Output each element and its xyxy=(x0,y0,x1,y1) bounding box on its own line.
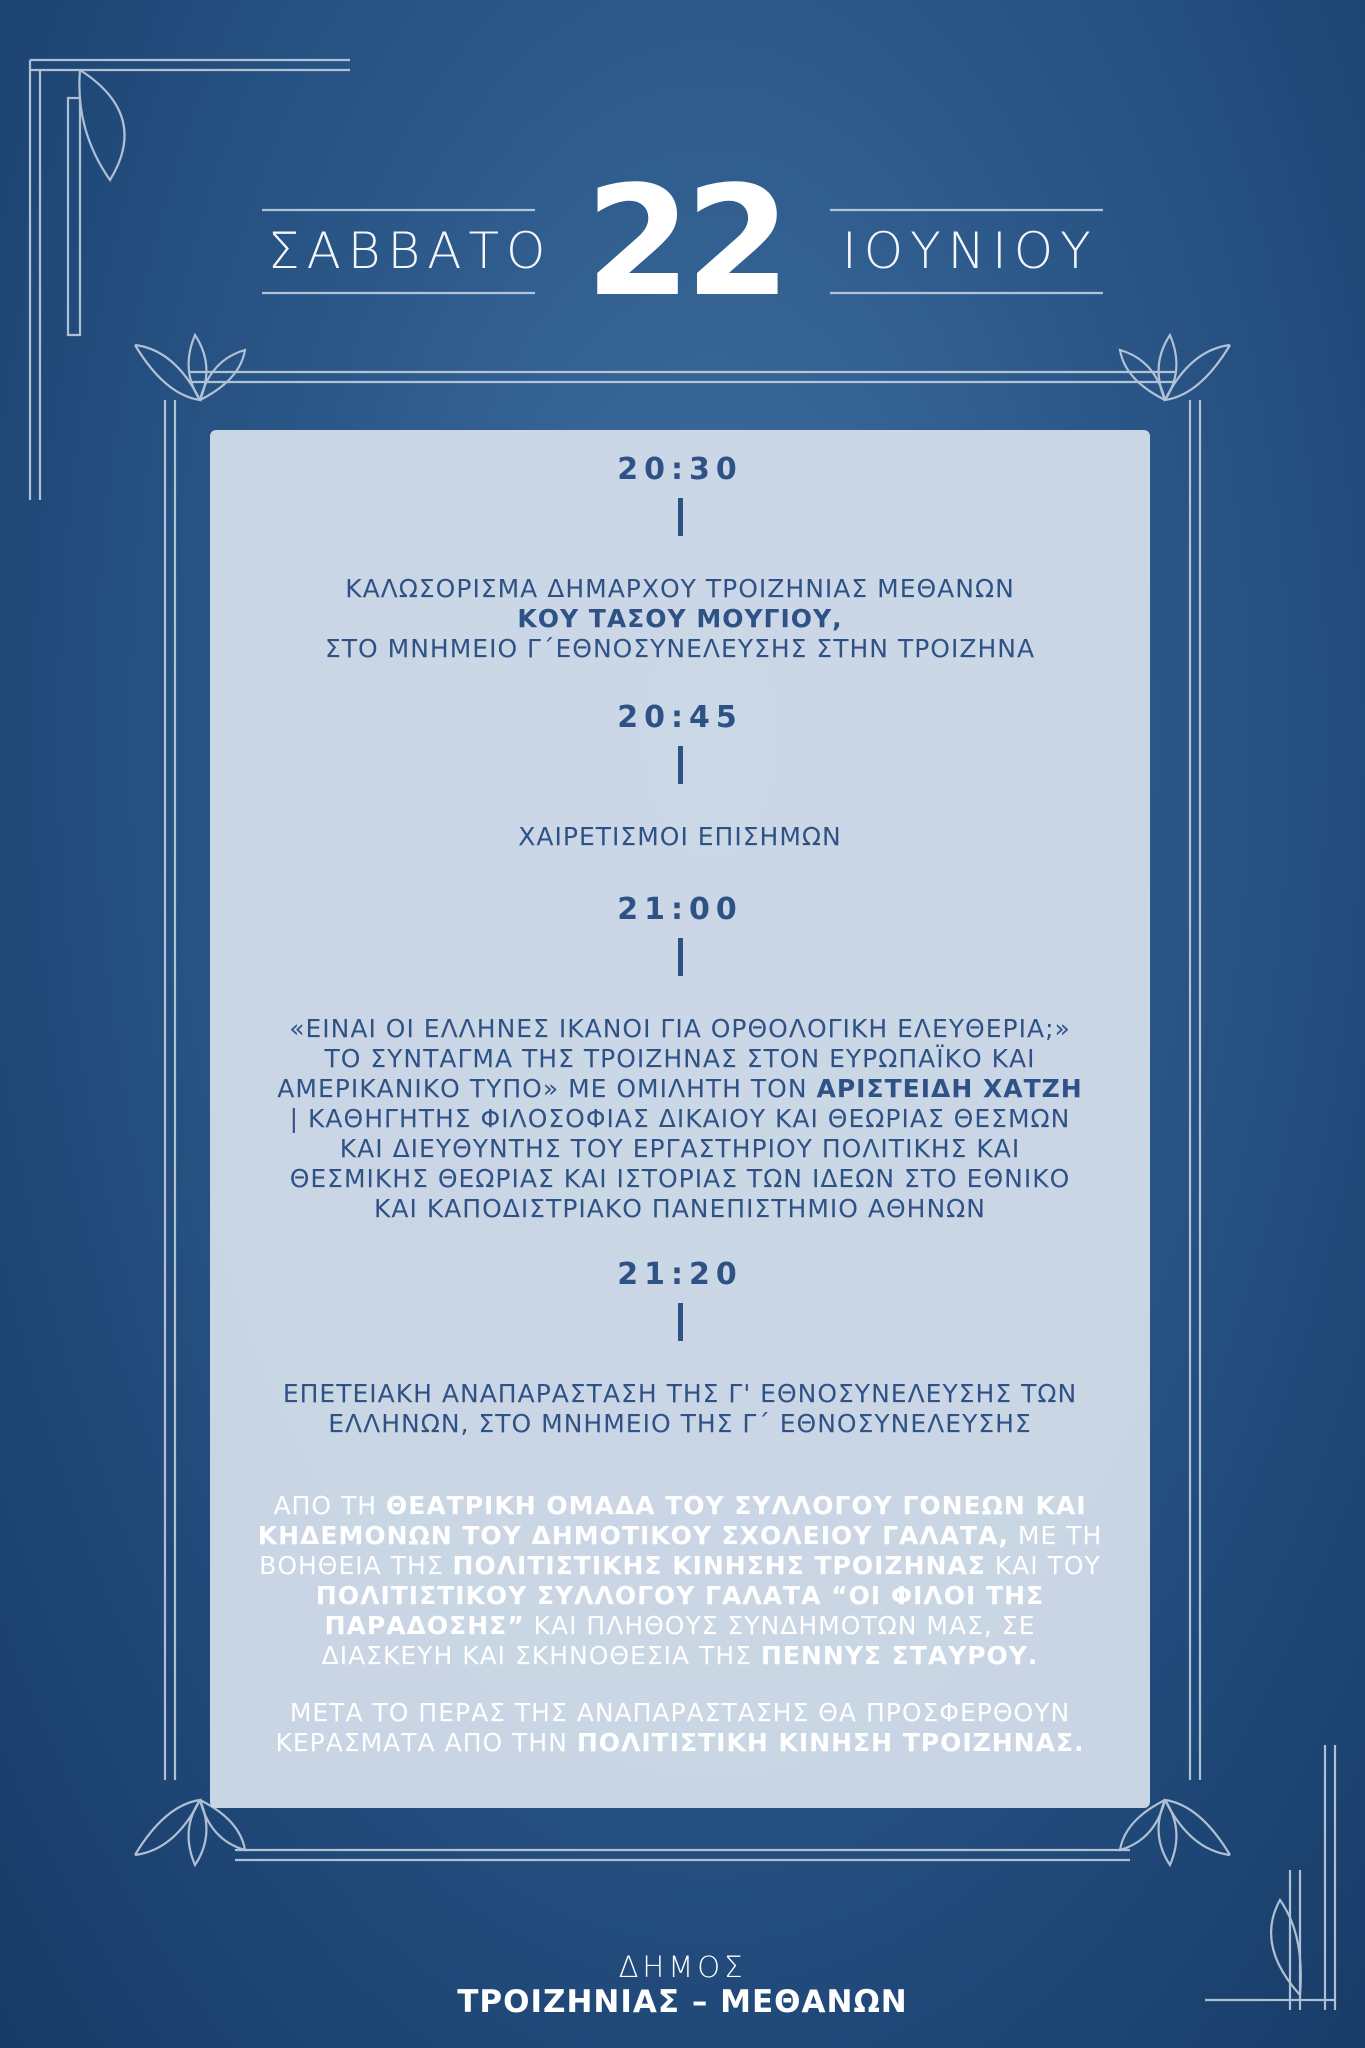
text-line: ΕΠΕΤΕΙΑΚΗ ΑΝΑΠΑΡΑΣΤΑΣΗ ΤΗΣ Γ' ΕΘΝΟΣΥΝΕΛΕΥΣΗΣ ΤΩΝ xyxy=(282,1379,1078,1408)
date-number: 22 xyxy=(585,153,785,330)
text-line: ΠΟΛΙΤΙΣΤΙΚΟΥ ΣΥΛΛΟΓΟΥ ΓΑΛΑΤΑ “ΟΙ ΦΙΛΟΙ ΤΗΣ xyxy=(315,1581,1045,1610)
time-slot-4: 21:20 xyxy=(617,1257,743,1292)
text-line: ΤΟ ΣΥΝΤΑΓΜΑ ΤΗΣ ΤΡΟΙΖΗΝΑΣ ΣΤΟΝ ΕΥΡΩΠΑΪΚΟ ΚΑΙ xyxy=(324,1044,1036,1073)
program-item-1 xyxy=(210,574,1150,664)
time-slot-2: 20:45 xyxy=(617,700,743,735)
speaker-name: ΑΡΙΣΤΕΙΔΗ ΧΑΤΖΗ xyxy=(816,1074,1083,1103)
leaf-ornament-upper-right xyxy=(1120,335,1230,400)
time-slot-1: 20:30 xyxy=(617,452,743,487)
text-line: ΔΙΑΣΚΕΥΗ ΚΑΙ ΣΚΗΝΟΘΕΣΙΑ ΤΗΣ ΠΕΝΝΥΣ ΣΤΑΥΡΟΥ. xyxy=(321,1641,1039,1670)
text-line xyxy=(210,604,1150,634)
text-line: «ΕΙΝΑΙ ΟΙ ΕΛΛΗΝΕΣ ΙΚΑΝΟΙ ΓΙΑ ΟΡΘΟΛΟΓΙΚΗ ΕΛΕΥΘΕΡΙΑ;» xyxy=(289,1014,1071,1043)
month-name: ΙΟΥΝΙΟΥ xyxy=(842,222,1098,280)
text-line: ΜΕΤΑ ΤΟ ΠΕΡΑΣ ΤΗΣ ΑΝΑΠΑΡΑΣΤΑΣΗΣ ΘΑ ΠΡΟΣΦΕΡΘΟΥΝ xyxy=(289,1698,1071,1727)
leaf-ornament-lower-right xyxy=(1120,1800,1230,1865)
text-line: ΧΑΙΡΕΤΙΣΜΟΙ ΕΠΙΣΗΜΩΝ xyxy=(518,822,842,851)
time-divider xyxy=(678,746,683,784)
text-line: ΕΛΛΗΝΩΝ, ΣΤΟ ΜΝΗΜΕΙΟ ΤΗΣ Γ΄ ΕΘΝΟΣΥΝΕΛΕΥΣΗΣ xyxy=(328,1409,1032,1438)
time-divider xyxy=(678,498,683,536)
time-slot-3: 21:00 xyxy=(617,892,743,927)
text-line: ΚΑΛΩΣΟΡΙΣΜΑ ΔΗΜΑΡΧΟΥ ΤΡΟΙΖΗΝΙΑΣ ΜΕΘΑΝΩΝ xyxy=(345,574,1015,603)
time-divider xyxy=(678,1303,683,1341)
leaf-ornament-lower-left xyxy=(135,1800,245,1865)
mayor-name: ΚΟΥ ΤΑΣΟΥ ΜΟΥΓΙΟΥ, xyxy=(517,604,843,633)
credits-block xyxy=(210,1491,1150,1671)
text-line: ΠΑΡΑΔΟΣΗΣ” ΚΑΙ ΠΛΗΘΟΥΣ ΣΥΝΔΗΜΟΤΩΝ ΜΑΣ, ΣΕ xyxy=(324,1611,1036,1640)
text-line: ΚΑΙ ΔΙΕΥΘΥΝΤΗΣ ΤΟΥ ΕΡΓΑΣΤΗΡΙΟΥ ΠΟΛΙΤΙΚΗΣ ΚΑΙ xyxy=(339,1134,1021,1163)
leaf-ornament-upper-left xyxy=(135,335,245,400)
text-line: ΒΟΗΘΕΙΑ ΤΗΣ ΠΟΛΙΤΙΣΤΙΚΗΣ ΚΙΝΗΣΗΣ ΤΡΟΙΖΗΝΑΣ ΚΑΙ ΤΟΥ xyxy=(259,1551,1101,1580)
text-line: ΚΑΙ ΚΑΠΟΔΙΣΤΡΙΑΚΟ ΠΑΝΕΠΙΣΤΗΜΙΟ ΑΘΗΝΩΝ xyxy=(374,1194,986,1223)
text-line: | ΚΑΘΗΓΗΤΗΣ ΦΙΛΟΣΟΦΙΑΣ ΔΙΚΑΙΟΥ ΚΑΙ ΘΕΩΡΙΑΣ ΘΕΣΜΩΝ xyxy=(289,1104,1071,1133)
program-item-4 xyxy=(210,1379,1150,1439)
text-line: ΚΗΔΕΜΟΝΩΝ ΤΟΥ ΔΗΜΟΤΙΚΟΥ ΣΧΟΛΕΙΟΥ ΓΑΛΑΤΑ, ΜΕ ΤΗ xyxy=(257,1521,1103,1550)
time-divider xyxy=(678,938,683,976)
program-item-2 xyxy=(210,822,1150,852)
text-line: ΣΤΟ ΜΝΗΜΕΙΟ Γ΄ΕΘΝΟΣΥΝΕΛΕΥΣΗΣ ΣΤΗΝ ΤΡΟΙΖΗΝΑ xyxy=(324,634,1036,663)
footer-line-2: ΤΡΟΙΖΗΝΙΑΣ – ΜΕΘΑΝΩΝ xyxy=(457,1984,908,2020)
day-of-week: ΣΑΒΒΑΤΟ xyxy=(268,222,553,280)
text-line: ΑΜΕΡΙΚΑΝΙΚΟ ΤΥΠΟ» ΜΕ ΟΜΙΛΗΤΗ ΤΟΝ ΑΡΙΣΤΕΙΔΗ ΧΑΤΖΗ xyxy=(277,1074,1083,1103)
program-panel xyxy=(210,430,1150,1808)
text-line: ΘΕΣΜΙΚΗΣ ΘΕΩΡΙΑΣ ΚΑΙ ΙΣΤΟΡΙΑΣ ΤΩΝ ΙΔΕΩΝ ΣΤΟ ΕΘΝΙΚΟ xyxy=(289,1164,1071,1193)
closing-note xyxy=(210,1698,1150,1758)
footer-line-1: ΔΗΜΟΣ xyxy=(618,1950,747,1984)
program-item-3 xyxy=(210,1014,1150,1224)
text-line: ΑΠΟ ΤΗ ΘΕΑΤΡΙΚΗ ΟΜΑΔΑ ΤΟΥ ΣΥΛΛΟΓΟΥ ΓΟΝΕΩΝ ΚΑΙ xyxy=(273,1491,1087,1520)
text-line: ΚΕΡΑΣΜΑΤΑ ΑΠΟ ΤΗΝ ΠΟΛΙΤΙΣΤΙΚΗ ΚΙΝΗΣΗ ΤΡΟΙΖΗΝΑΣ. xyxy=(275,1728,1085,1757)
